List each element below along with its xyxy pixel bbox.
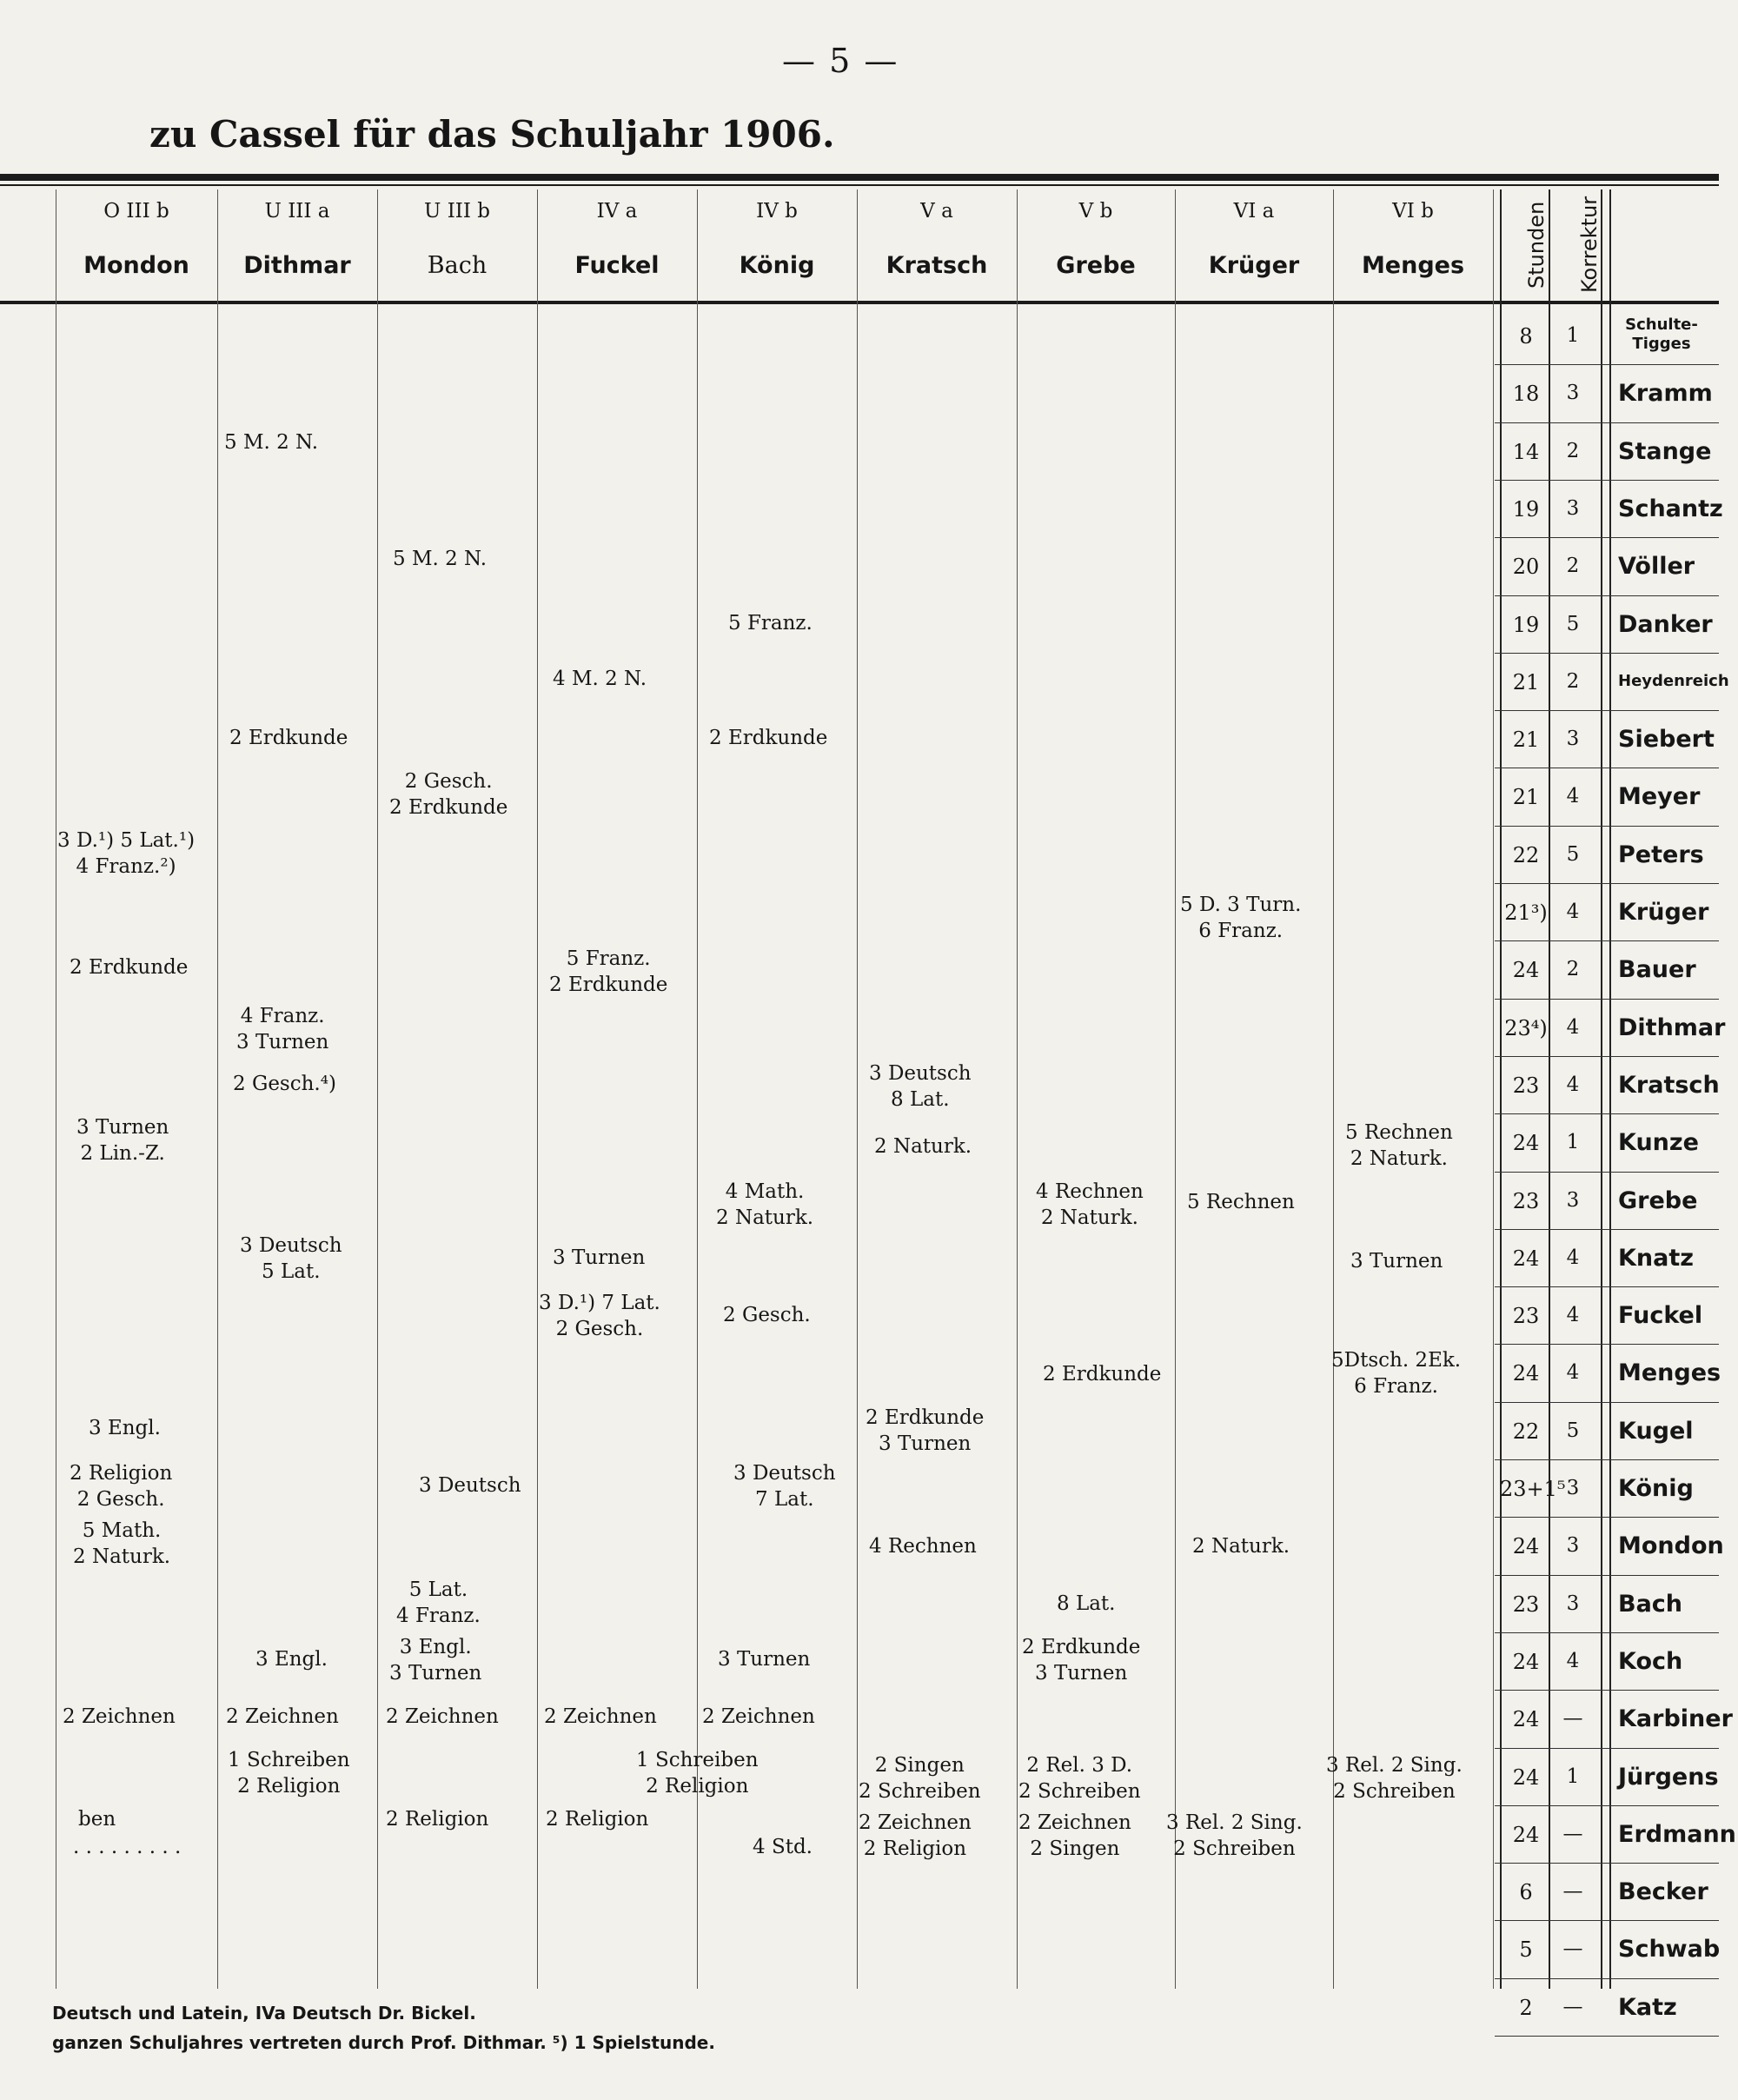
schedule-entry: 3 Turnen <box>553 1246 646 1269</box>
schedule-entry: 2 Rel. 3 D. 2 Schreiben <box>1018 1754 1141 1803</box>
korrektur-value: 5 <box>1566 842 1580 866</box>
page-heading: zu Cassel für das Schuljahr 1906. <box>149 113 835 156</box>
row-divider <box>1495 1402 1719 1403</box>
row-divider <box>1495 1575 1719 1576</box>
row-divider <box>1495 1690 1719 1691</box>
class-code: IV b <box>756 200 798 223</box>
row-divider <box>1495 1805 1719 1806</box>
row-divider <box>1495 537 1719 538</box>
schedule-entry: 1 Schreiben 2 Religion <box>636 1749 759 1798</box>
schedule-entry: 3 Deutsch 7 Lat. <box>733 1462 836 1511</box>
teacher-name: Schantz <box>1618 495 1723 522</box>
teacher-name: Stange <box>1618 437 1712 465</box>
stunden-value: 23 <box>1512 1592 1540 1617</box>
korrektur-value: 3 <box>1566 1477 1580 1499</box>
top-rule <box>0 174 1719 181</box>
korrektur-value: 3 <box>1566 1592 1580 1615</box>
teacher-name: Kugel <box>1618 1417 1694 1445</box>
schedule-entry: 3 D.¹) 5 Lat.¹) 4 Franz.²) <box>57 829 196 878</box>
class-code: V a <box>920 200 953 223</box>
row-divider <box>1495 710 1719 711</box>
column-divider <box>857 189 858 1989</box>
row-divider <box>1495 595 1719 596</box>
korrektur-value: 5 <box>1566 612 1580 635</box>
teacher-name: Kramm <box>1618 380 1713 408</box>
schedule-entry: 2 Erdkunde <box>229 727 348 749</box>
teacher-name: Kratsch <box>1618 1071 1720 1099</box>
schedule-entry: 2 Naturk. <box>1192 1535 1290 1558</box>
class-teacher: Krüger <box>1208 252 1300 279</box>
schedule-entry: 2 Erdkunde <box>1043 1363 1162 1386</box>
row-divider <box>1495 883 1719 884</box>
korrektur-value: 4 <box>1566 900 1580 923</box>
row-divider <box>1495 1459 1719 1460</box>
korrektur-value: 4 <box>1566 1361 1580 1385</box>
schedule-entry: 8 Lat. <box>1057 1592 1116 1615</box>
stunden-value: 24 <box>1512 958 1540 983</box>
stunden-value: 19 <box>1512 496 1540 522</box>
teacher-name: Katz <box>1618 1993 1677 2021</box>
row-divider <box>1495 1113 1719 1114</box>
schedule-entry: 5 Rechnen 2 Naturk. <box>1345 1121 1453 1170</box>
schedule-entry: 5 Lat. 4 Franz. <box>396 1578 481 1627</box>
korrektur-value: 1 <box>1566 324 1580 347</box>
schedule-entry: 3 Turnen <box>718 1648 811 1671</box>
row-divider <box>1495 826 1719 827</box>
column-divider <box>1017 189 1018 1989</box>
teacher-name: Jürgens <box>1618 1763 1719 1791</box>
schedule-entry: 2 Religion <box>386 1808 489 1831</box>
row-divider <box>1495 1286 1719 1287</box>
korrektur-value: 3 <box>1566 1534 1580 1558</box>
schedule-entry: 2 Religion <box>546 1808 649 1831</box>
stunden-value: 21³) <box>1504 900 1548 925</box>
top-rule-thin <box>0 184 1719 186</box>
schedule-entry: 2 Gesch.⁴) <box>233 1073 336 1095</box>
teacher-name: Menges <box>1618 1359 1721 1387</box>
stunden-value: 21 <box>1512 669 1540 694</box>
stunden-value: 24 <box>1512 1246 1540 1271</box>
korrektur-value: 1 <box>1566 1131 1580 1154</box>
korrektur-value: 3 <box>1566 382 1580 405</box>
stunden-value: 23⁴) <box>1504 1015 1548 1040</box>
schedule-entry: . . . . . . . . . <box>73 1836 182 1858</box>
teacher-name: Becker <box>1618 1878 1708 1906</box>
row-divider <box>1495 480 1719 481</box>
class-code: VI b <box>1392 200 1434 223</box>
schedule-entry: 2 Zeichnen 2 Singen <box>1018 1811 1131 1860</box>
class-teacher: Dithmar <box>243 252 351 279</box>
page-number: — 5 — <box>782 42 899 80</box>
schedule-entry: 3 Deutsch 8 Lat. <box>869 1062 972 1111</box>
stunden-value: 24 <box>1512 1649 1540 1674</box>
schedule-entry: 3 Turnen <box>1350 1250 1443 1273</box>
schedule-entry: 3 Engl. <box>89 1417 161 1439</box>
schedule-entry: 2 Zeichnen <box>226 1705 339 1728</box>
stunden-value: 5 <box>1519 1937 1533 1963</box>
korrektur-value: 4 <box>1566 1073 1580 1096</box>
class-code: U III b <box>424 200 490 223</box>
korrektur-value: 3 <box>1566 728 1580 751</box>
korrektur-value: 5 <box>1566 1419 1580 1442</box>
teacher-name: Meyer <box>1618 783 1701 811</box>
stunden-value: 23 <box>1512 1073 1540 1098</box>
teacher-name: Knatz <box>1618 1244 1694 1272</box>
teacher-name: Krüger <box>1618 899 1709 926</box>
stunden-value: 14 <box>1512 439 1540 464</box>
schedule-entry: 5 Franz. <box>728 612 813 635</box>
class-teacher: Bach <box>427 252 488 279</box>
row-divider <box>1495 422 1719 423</box>
class-code: O III b <box>103 200 169 223</box>
schedule-entry: 5 M. 2 N. <box>224 431 319 454</box>
stunden-header: Stunden <box>1524 201 1549 289</box>
schedule-entry: 5 M. 2 N. <box>393 548 488 570</box>
class-teacher: Mondon <box>83 252 189 279</box>
schedule-entry: 2 Zeichnen 2 Religion <box>859 1811 972 1860</box>
korrektur-value: 4 <box>1566 785 1580 808</box>
korrektur-value: — <box>1562 1707 1583 1731</box>
stunden-value: 18 <box>1512 382 1540 407</box>
schedule-entry: 3 Rel. 2 Sing. 2 Schreiben <box>1166 1811 1303 1860</box>
row-divider <box>1495 364 1719 365</box>
teacher-name: König <box>1618 1475 1694 1502</box>
row-divider <box>1495 1920 1719 1921</box>
schedule-entry: 4 Math. 2 Naturk. <box>716 1180 814 1229</box>
schedule-entry: 5 Franz. 2 Erdkunde <box>549 947 668 996</box>
schedule-entry: 2 Zeichnen <box>544 1705 657 1728</box>
schedule-entry: 2 Erdkunde <box>70 956 189 979</box>
schedule-entry: 5 D. 3 Turn. 6 Franz. <box>1180 894 1302 942</box>
korrektur-value: 2 <box>1566 958 1580 981</box>
stunden-value: 22 <box>1512 1419 1540 1444</box>
class-teacher: Menges <box>1361 252 1465 279</box>
class-teacher: Fuckel <box>574 252 660 279</box>
footnote: ganzen Schuljahres vertreten durch Prof. Dithmar. ⁵) 1 Spielstunde. <box>52 2032 715 2053</box>
schedule-entry: 2 Gesch. <box>723 1304 811 1326</box>
korrektur-value: 2 <box>1566 439 1580 462</box>
schedule-entry: 4 Rechnen <box>869 1535 977 1558</box>
korrektur-value: — <box>1562 1995 1583 2018</box>
schedule-entry: 2 Erdkunde 3 Turnen <box>1022 1636 1141 1685</box>
row-divider <box>1495 999 1719 1000</box>
class-code: U III a <box>264 200 330 223</box>
row-divider <box>1495 1056 1719 1057</box>
row-divider <box>1495 1229 1719 1230</box>
stunden-value: 2 <box>1519 1995 1533 2020</box>
schedule-entry: 3 Turnen 2 Lin.-Z. <box>76 1116 169 1165</box>
column-divider <box>697 189 698 1989</box>
class-teacher: König <box>739 252 815 279</box>
teacher-name: Heydenreich <box>1618 671 1729 690</box>
row-divider <box>1495 1172 1719 1173</box>
row-divider <box>1495 1978 1719 1979</box>
column-divider <box>1493 189 1494 1989</box>
schedule-entry: 5Dtsch. 2Ek. 6 Franz. <box>1331 1349 1462 1398</box>
korrektur-value: — <box>1562 1822 1583 1845</box>
korrektur-value: 4 <box>1566 1246 1580 1269</box>
column-divider <box>1175 189 1176 1989</box>
korrektur-value: 2 <box>1566 669 1580 693</box>
stunden-value: 23 <box>1512 1304 1540 1329</box>
row-divider <box>1495 940 1719 941</box>
schedule-entry: 2 Zeichnen <box>63 1705 176 1728</box>
teacher-name: Grebe <box>1618 1186 1698 1214</box>
stunden-value: 23 <box>1512 1188 1540 1213</box>
schedule-entry: 3 Deutsch <box>419 1474 521 1497</box>
schedule-entry: ben <box>78 1808 116 1831</box>
stunden-value: 24 <box>1512 1361 1540 1386</box>
column-divider <box>217 189 218 1989</box>
schedule-entry: 2 Erdkunde 3 Turnen <box>866 1406 985 1455</box>
schedule-entry: 1 Schreiben 2 Religion <box>228 1749 350 1798</box>
schedule-entry: 3 Engl. 3 Turnen <box>389 1636 482 1685</box>
teacher-name: Peters <box>1618 841 1704 868</box>
schedule-entry: 2 Zeichnen <box>702 1705 815 1728</box>
class-teacher: Kratsch <box>886 252 988 279</box>
schedule-entry: 5 Math. 2 Naturk. <box>73 1519 171 1568</box>
teacher-name: Bach <box>1618 1590 1683 1618</box>
class-code: VI a <box>1233 200 1275 223</box>
column-divider <box>1601 189 1602 1989</box>
schedule-entry: 4 Franz. 3 Turnen <box>236 1005 329 1053</box>
teacher-name: Bauer <box>1618 956 1696 984</box>
stunden-value: 21 <box>1512 728 1540 753</box>
schedule-entry: 3 Engl. <box>255 1648 328 1671</box>
stunden-value: 24 <box>1512 1822 1540 1847</box>
stunden-value: 6 <box>1519 1880 1533 1905</box>
column-divider <box>1609 189 1611 1989</box>
schedule-entry: 2 Zeichnen <box>386 1705 499 1728</box>
korrektur-value: 4 <box>1566 1015 1580 1039</box>
teacher-name: Koch <box>1618 1647 1683 1675</box>
header-bottom-rule <box>0 301 1719 304</box>
korrektur-value: 3 <box>1566 496 1580 520</box>
column-divider <box>377 189 378 1989</box>
class-code: IV a <box>596 200 638 223</box>
korrektur-value: — <box>1562 1880 1583 1904</box>
row-divider <box>1495 1748 1719 1749</box>
stunden-value: 23+1⁵ <box>1500 1477 1566 1501</box>
schedule-entry: 3 Rel. 2 Sing. 2 Schreiben <box>1326 1754 1463 1803</box>
teacher-name: Siebert <box>1618 726 1715 754</box>
schedule-entry: 4 Rechnen 2 Naturk. <box>1036 1180 1144 1229</box>
row-divider <box>1495 1632 1719 1633</box>
teacher-name: Mondon <box>1618 1532 1724 1560</box>
schedule-entry: 3 Deutsch 5 Lat. <box>240 1234 342 1283</box>
row-divider <box>1495 1344 1719 1345</box>
teacher-name: Dithmar <box>1618 1013 1726 1041</box>
stunden-value: 24 <box>1512 1534 1540 1559</box>
schedule-entry: 2 Religion 2 Gesch. <box>70 1462 173 1511</box>
teacher-name: Karbiner <box>1618 1705 1733 1733</box>
row-divider <box>1495 653 1719 654</box>
stunden-value: 22 <box>1512 842 1540 867</box>
stunden-value: 20 <box>1512 555 1540 580</box>
teacher-name: Völler <box>1618 553 1695 581</box>
teacher-name: Schulte-Tigges <box>1625 316 1698 353</box>
korrektur-header: Korrektur <box>1577 196 1602 293</box>
schedule-entry: 2 Gesch. 2 Erdkunde <box>389 770 508 819</box>
teacher-name: Fuckel <box>1618 1302 1703 1330</box>
schedule-entry: 2 Naturk. <box>874 1135 972 1158</box>
korrektur-value: 4 <box>1566 1649 1580 1672</box>
column-divider <box>1333 189 1334 1989</box>
schedule-entry: 4 M. 2 N. <box>553 668 647 690</box>
stunden-value: 24 <box>1512 1131 1540 1156</box>
class-teacher: Grebe <box>1056 252 1136 279</box>
teacher-name: Erdmann <box>1618 1820 1736 1848</box>
teacher-name: Schwab <box>1618 1936 1721 1964</box>
stunden-value: 24 <box>1512 1707 1540 1732</box>
schedule-entry: 4 Std. <box>753 1836 813 1858</box>
row-divider <box>1495 1517 1719 1518</box>
stunden-value: 19 <box>1512 612 1540 637</box>
teacher-name: Danker <box>1618 610 1713 638</box>
footnote: Deutsch und Latein, IVa Deutsch Dr. Bickel. <box>52 2003 476 2024</box>
korrektur-value: — <box>1562 1937 1583 1961</box>
row-divider <box>1495 1863 1719 1864</box>
column-divider <box>537 189 538 1989</box>
stunden-value: 21 <box>1512 785 1540 810</box>
korrektur-value: 2 <box>1566 555 1580 578</box>
schedule-entry: 3 D.¹) 7 Lat. 2 Gesch. <box>539 1292 660 1340</box>
korrektur-value: 1 <box>1566 1764 1580 1788</box>
korrektur-value: 3 <box>1566 1188 1580 1212</box>
schedule-entry: 2 Erdkunde <box>709 727 828 749</box>
stunden-value: 8 <box>1519 324 1533 349</box>
class-code: V b <box>1078 200 1113 223</box>
schedule-entry: 2 Singen 2 Schreiben <box>859 1754 981 1803</box>
row-divider <box>1495 2036 1719 2037</box>
stunden-value: 24 <box>1512 1764 1540 1790</box>
teacher-name: Kunze <box>1618 1129 1699 1157</box>
korrektur-value: 4 <box>1566 1304 1580 1327</box>
schedule-entry: 5 Rechnen <box>1187 1191 1295 1213</box>
